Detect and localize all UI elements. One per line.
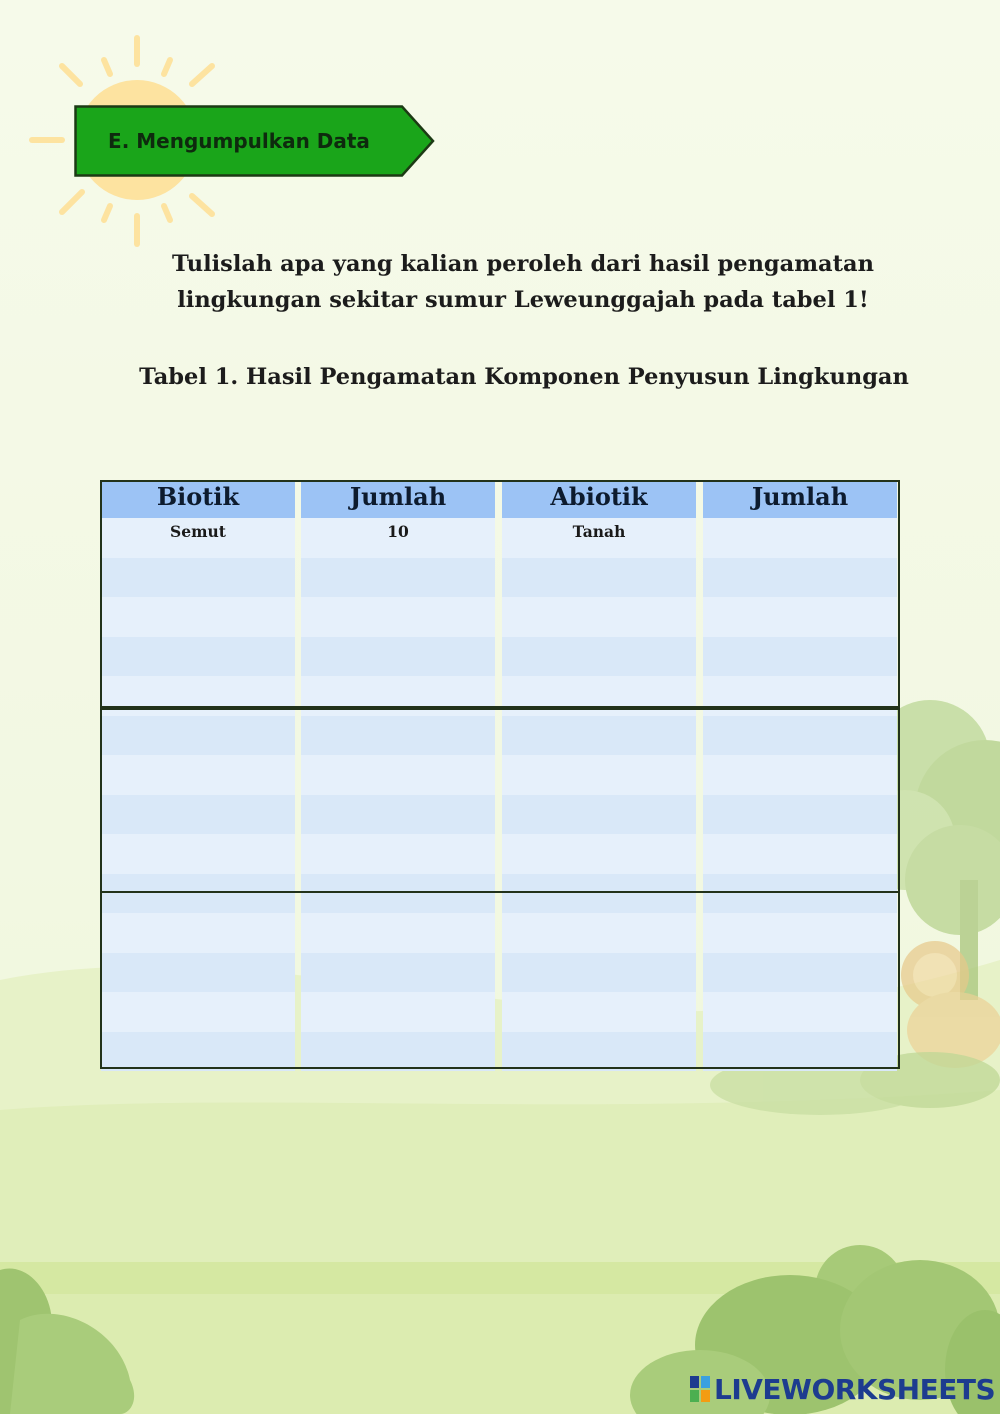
column-jumlah-biotik	[301, 480, 495, 1065]
cell-biotik-10[interactable]	[101, 874, 295, 914]
instruction-text	[150, 246, 896, 318]
instruction-line-2: lingkungan sekitar sumur Leweunggajah pada tabel 1!	[177, 287, 869, 313]
cell-biotik-4[interactable]	[101, 637, 295, 677]
cell-jumlah-abiotik-12[interactable]	[703, 953, 897, 993]
section-banner-label: E. Mengumpulkan Data	[108, 129, 370, 153]
cell-jumlah-biotik-1[interactable]: 10	[301, 518, 495, 558]
cell-abiotik-6[interactable]	[502, 716, 696, 756]
cell-biotik-3[interactable]	[101, 597, 295, 637]
liveworksheets-logo	[690, 1372, 995, 1406]
cell-jumlah-biotik-5[interactable]	[301, 676, 495, 716]
cell-jumlah-abiotik-14[interactable]	[703, 1032, 897, 1072]
header-jumlah-biotik: Jumlah	[301, 480, 495, 518]
cell-biotik-11[interactable]	[101, 913, 295, 953]
observation-table	[101, 480, 899, 1069]
cell-jumlah-biotik-10[interactable]	[301, 874, 495, 914]
cell-abiotik-14[interactable]	[502, 1032, 696, 1072]
cell-biotik-12[interactable]	[101, 953, 295, 993]
header-biotik: Biotik	[101, 480, 295, 518]
column-abiotik	[502, 480, 696, 1065]
cell-jumlah-abiotik-8[interactable]	[703, 795, 897, 835]
cell-abiotik-8[interactable]	[502, 795, 696, 835]
cell-jumlah-biotik-9[interactable]	[301, 834, 495, 874]
cell-abiotik-10[interactable]	[502, 874, 696, 914]
cell-abiotik-3[interactable]	[502, 597, 696, 637]
cell-abiotik-11[interactable]	[502, 913, 696, 953]
cell-biotik-8[interactable]	[101, 795, 295, 835]
cell-abiotik-7[interactable]	[502, 755, 696, 795]
cell-jumlah-abiotik-11[interactable]	[703, 913, 897, 953]
cell-biotik-13[interactable]	[101, 992, 295, 1032]
cell-abiotik-13[interactable]	[502, 992, 696, 1032]
cell-jumlah-biotik-13[interactable]	[301, 992, 495, 1032]
cell-jumlah-abiotik-5[interactable]	[703, 676, 897, 716]
cell-biotik-7[interactable]	[101, 755, 295, 795]
header-abiotik: Abiotik	[502, 480, 696, 518]
cell-biotik-9[interactable]	[101, 834, 295, 874]
cell-jumlah-abiotik-13[interactable]	[703, 992, 897, 1032]
cell-jumlah-biotik-11[interactable]	[301, 913, 495, 953]
cell-abiotik-2[interactable]	[502, 558, 696, 598]
cell-jumlah-abiotik-3[interactable]	[703, 597, 897, 637]
cell-jumlah-biotik-7[interactable]	[301, 755, 495, 795]
cell-jumlah-abiotik-9[interactable]	[703, 834, 897, 874]
cell-jumlah-biotik-3[interactable]	[301, 597, 495, 637]
cell-abiotik-9[interactable]	[502, 834, 696, 874]
cell-jumlah-biotik-6[interactable]	[301, 716, 495, 756]
cell-jumlah-biotik-12[interactable]	[301, 953, 495, 993]
cell-jumlah-abiotik-6[interactable]	[703, 716, 897, 756]
cell-jumlah-abiotik-1[interactable]	[703, 518, 897, 558]
cell-abiotik-12[interactable]	[502, 953, 696, 993]
cell-jumlah-abiotik-2[interactable]	[703, 558, 897, 598]
cell-abiotik-4[interactable]	[502, 637, 696, 677]
liveworksheets-brand-text: LIVEWORKSHEETS	[714, 1372, 996, 1406]
cell-jumlah-abiotik-7[interactable]	[703, 755, 897, 795]
column-biotik	[101, 480, 295, 1065]
cell-abiotik-5[interactable]	[502, 676, 696, 716]
cell-biotik-2[interactable]	[101, 558, 295, 598]
cell-biotik-14[interactable]	[101, 1032, 295, 1072]
cell-jumlah-abiotik-10[interactable]	[703, 874, 897, 914]
cell-jumlah-biotik-2[interactable]	[301, 558, 495, 598]
column-jumlah-abiotik	[703, 480, 897, 1065]
table-caption: Tabel 1. Hasil Pengamatan Komponen Penyusun Lingkungan	[139, 364, 909, 390]
cell-jumlah-biotik-14[interactable]	[301, 1032, 495, 1072]
cell-biotik-6[interactable]	[101, 716, 295, 756]
header-jumlah-abiotik: Jumlah	[703, 480, 897, 518]
cell-jumlah-biotik-4[interactable]	[301, 637, 495, 677]
cell-jumlah-biotik-8[interactable]	[301, 795, 495, 835]
cell-biotik-1[interactable]: Semut	[101, 518, 295, 558]
cell-biotik-5[interactable]	[101, 676, 295, 716]
cell-abiotik-1[interactable]: Tanah	[502, 518, 696, 558]
instruction-line-1: Tulislah apa yang kalian peroleh dari hasil pengamatan	[172, 251, 874, 277]
cell-jumlah-abiotik-4[interactable]	[703, 637, 897, 677]
liveworksheets-mark-icon	[690, 1376, 710, 1402]
